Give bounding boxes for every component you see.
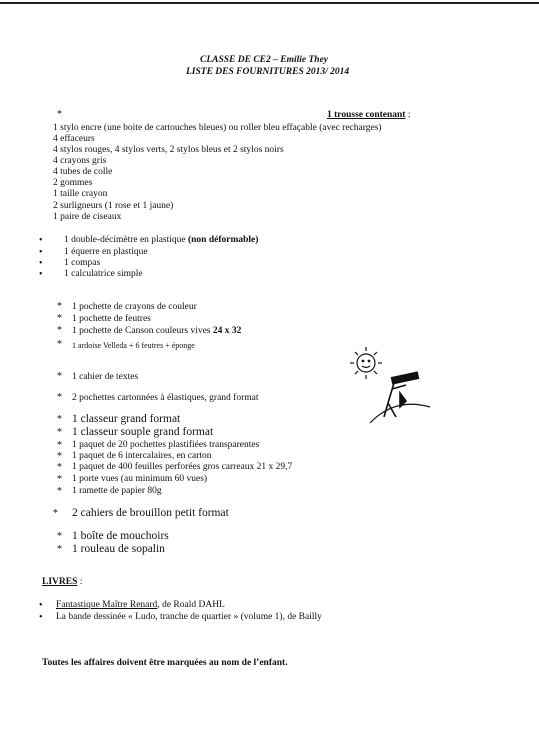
bullet-dot: •	[39, 600, 43, 611]
geometry-item: 1 compas	[64, 258, 101, 268]
bullet-star: *	[57, 427, 62, 438]
art-item: 1 ardoise Velleda + 6 feutres + éponge	[72, 341, 195, 350]
geometry-item: 1 double-décimètre en plastique (non déformable)	[64, 235, 259, 245]
child-figure	[384, 372, 418, 417]
bullet-star: *	[57, 462, 62, 473]
trousse-item: 1 paire de ciseaux	[53, 212, 122, 222]
page-title-class: CLASSE DE CE2 – Emilie They	[200, 55, 329, 65]
bullet-star: *	[53, 508, 58, 519]
art-item: 1 pochette de Canson couleurs vives 24 x 32	[72, 326, 242, 336]
bullet-star: *	[57, 313, 62, 324]
bullet-star: *	[57, 544, 62, 555]
trousse-item: 4 tubes de colle	[53, 167, 113, 177]
bullet-dot: •	[39, 258, 43, 269]
book-item: Fantastique Maître Renard, de Roald DAHL	[56, 600, 225, 610]
bullet-star: *	[57, 392, 62, 403]
page-title-list: LISTE DES FOURNITURES 2013/ 2014	[186, 67, 350, 77]
bullet-star: *	[57, 531, 62, 542]
trousse-item: 2 surligneurs (1 rose et 1 jaune)	[53, 201, 174, 211]
brouillon-item: 2 cahiers de brouillon petit format	[72, 507, 229, 519]
bullet-star: *	[57, 325, 62, 336]
classeur-item: 1 ramette de papier 80g	[72, 486, 162, 496]
classeur-item: 1 paquet de 6 intercalaires, en carton	[72, 451, 212, 461]
hygiene-item: 1 rouleau de sopalin	[72, 543, 165, 555]
bullet-star: *	[57, 301, 62, 312]
sun-icon	[350, 347, 382, 379]
trousse-item: 4 effaceurs	[53, 134, 95, 144]
bullet-star: *	[57, 486, 62, 497]
trousse-heading: 1 trousse contenant :	[327, 110, 411, 120]
art-item: 1 pochette de feutres	[72, 314, 151, 324]
bullet-star: *	[57, 109, 62, 120]
book-item: La bande dessinée « Ludo, tranche de quartier » (volume 1), de Bailly	[56, 612, 322, 622]
art-item: 1 pochette de crayons de couleur	[72, 302, 197, 312]
livres-heading: LIVRES :	[42, 577, 83, 587]
geometry-item: 1 calculatrice simple	[64, 269, 143, 279]
trousse-item: 4 stylos rouges, 4 stylos verts, 2 stylos bleus et 2 stylos noirs	[53, 145, 284, 155]
classeur-item: 1 porte vues (au minimum 60 vues)	[72, 474, 208, 484]
bullet-star: *	[57, 414, 62, 425]
trousse-item: 4 crayons gris	[53, 156, 107, 166]
classeur-item: 1 paquet de 400 feuilles perforées gros carreaux 21 x 29,7	[72, 462, 293, 472]
sun-child-illustration	[340, 345, 440, 425]
trousse-item: 1 stylo encre (une boite de cartouches bleues) ou roller bleu effaçable (avec recharges)	[53, 123, 382, 133]
footer-note: Toutes les affaires doivent être marquées au nom de l’enfant.	[42, 658, 288, 668]
classeur-item: 1 classeur souple grand format	[72, 426, 214, 438]
trousse-item: 2 gommes	[53, 178, 93, 188]
bullet-dot: •	[39, 612, 43, 623]
bullet-star: *	[57, 440, 62, 451]
bullet-dot: •	[39, 247, 43, 258]
bullet-dot: •	[39, 269, 43, 280]
pochettes-item: 2 pochettes cartonnées à élastiques, grand format	[72, 393, 259, 403]
classeur-item: 1 classeur grand format	[72, 413, 181, 425]
geometry-item: 1 équerre en plastique	[64, 247, 148, 257]
scan-top-edge	[0, 2, 539, 4]
hygiene-item: 1 boîte de mouchoirs	[72, 530, 169, 542]
bullet-star: *	[57, 371, 62, 382]
bullet-dot: •	[39, 235, 43, 246]
trousse-item: 1 taille crayon	[53, 189, 108, 199]
cahier-item: 1 cahier de textes	[72, 372, 139, 382]
bullet-star: *	[57, 451, 62, 462]
classeur-item: 1 paquet de 20 pochettes plastifiées transparentes	[72, 440, 260, 450]
bullet-star: *	[57, 474, 62, 485]
bullet-star: *	[57, 339, 62, 350]
